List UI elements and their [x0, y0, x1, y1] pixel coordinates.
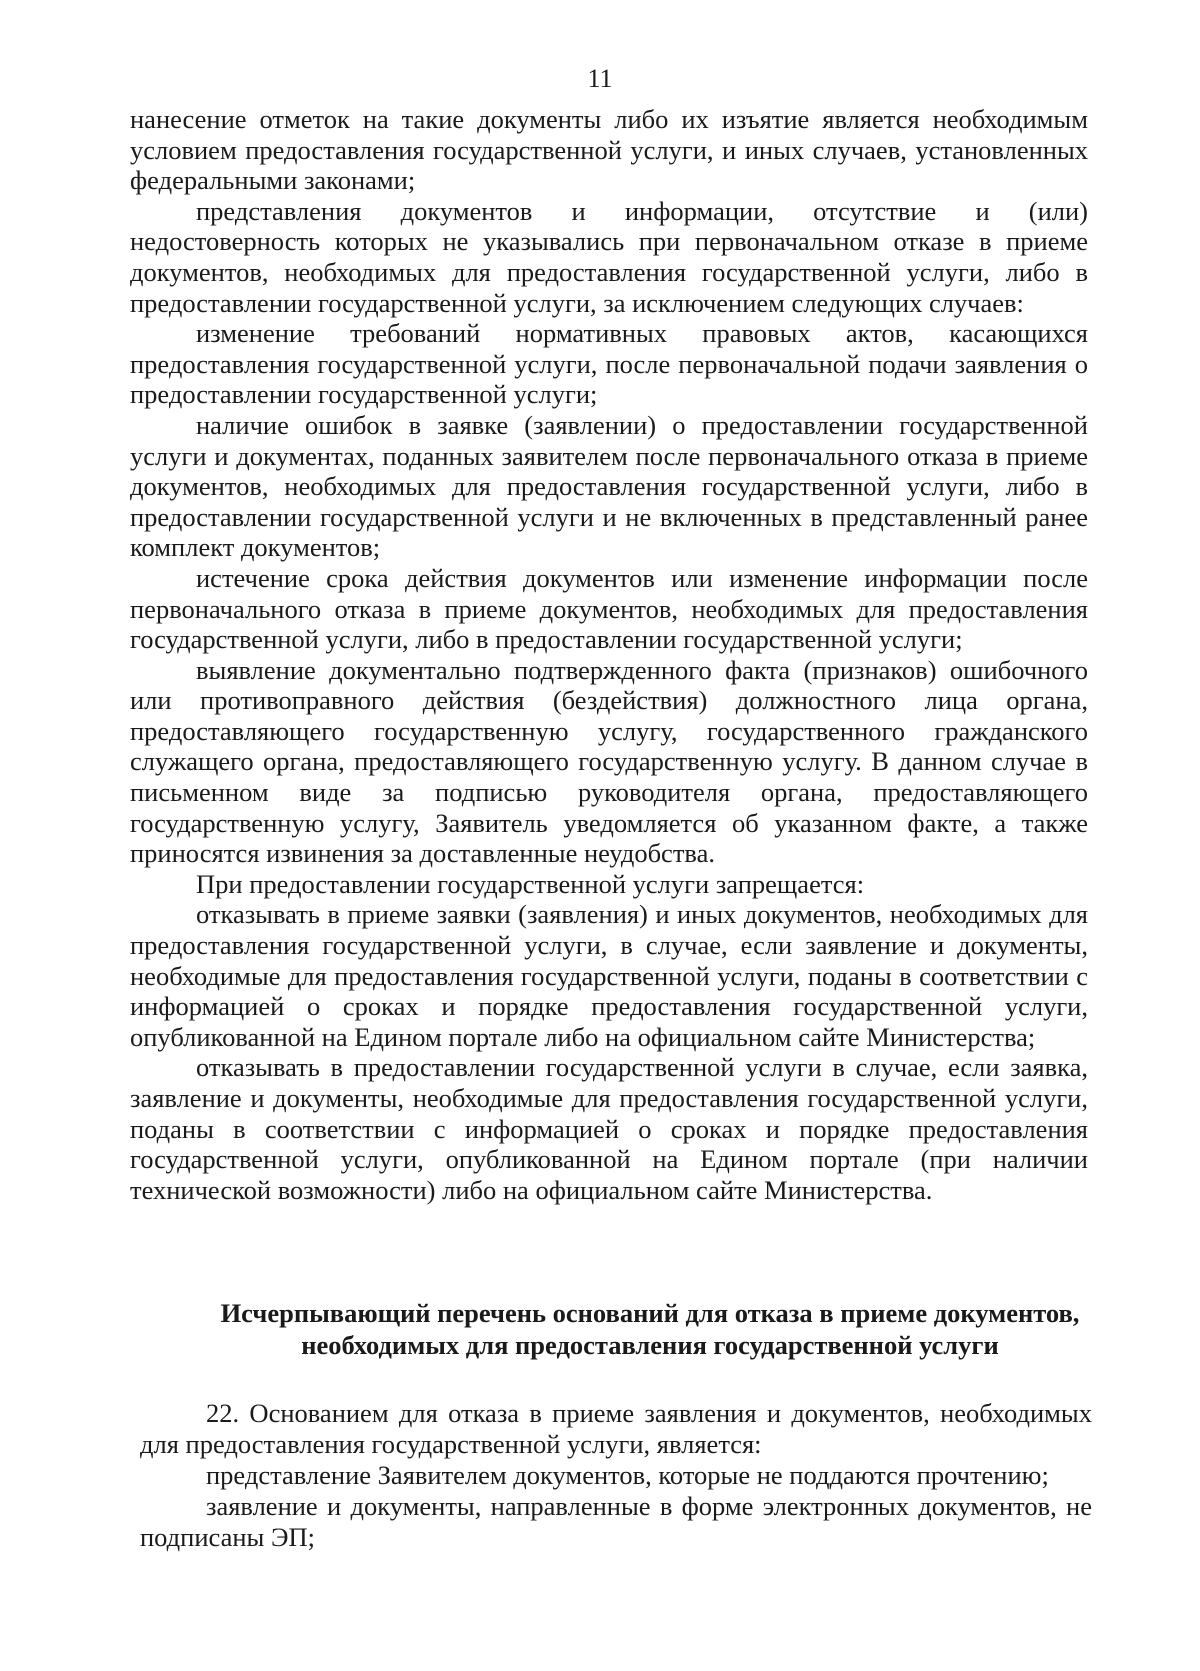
paragraph-continuation: нанесение отметок на такие документы либо их изъятие является необходимым условием предоставления государственной услуги, и иных случаев, установленных федеральными законами; — [130, 104, 1088, 196]
paragraph-refuse-provision: отказывать в предоставлении государственной услуги в случае, если заявка, заявление и документы, необходимые для предоставления государственной услуги, поданы в соответствии с информацией о сроках и порядке предоставления государственной услуги, опубликованной на Едином портале (при наличии технической возможности) либо на официальном сайте Министерства. — [130, 1052, 1088, 1205]
paragraph-22: 22. Основанием для отказа в приеме заявления и документов, необходимых для предоставления государственной услуги, является: — [140, 1398, 1092, 1459]
paragraph-requirements-change: изменение требований нормативных правовых актов, касающихся предоставления государственной услуги, после первоначальной подачи заявления о предоставлении государственной услуги; — [130, 318, 1088, 410]
paragraph-erroneous-action: выявление документально подтвержденного факта (признаков) ошибочного или противоправного действия (бездействия) должностного лица органа, предоставляющего государственную услугу, государственного гражданского служащего органа, предоставляющего государственную услугу. В данном случае в письменном виде за подписью руководителя органа, предоставляющего государственную услугу, Заявитель уведомляется об указанном факте, а также приносятся извинения за доставленные неудобства. — [130, 654, 1088, 869]
body-text — [130, 104, 1088, 1205]
section-heading — [190, 1297, 1110, 1361]
section-text — [140, 1398, 1092, 1553]
paragraph-documents-information: представления документов и информации, отсутствие и (или) недостоверность которых не указывались при первоначальном отказе в приеме документов, необходимых для предоставления государственной услуги, либо в предоставлении государственной услуги, за исключением следующих случаев: — [130, 195, 1088, 318]
paragraph-prohibitions-intro: При предоставлении государственной услуги запрещается: — [196, 868, 865, 899]
paragraph-refuse-acceptance: отказывать в приеме заявки (заявления) и иных документов, необходимых для предоставления государственной услуги, в случае, если заявление и документы, необходимые для предоставления государственной услуги, поданы в соответствии с информацией о сроках и порядке предоставления государственной услуги, опубликованной на Едином портале либо на официальном сайте Министерства; — [130, 899, 1088, 1052]
section-heading-line-2: необходимых для предоставления государственной услуги — [301, 1330, 999, 1360]
paragraph-errors-in-application: наличие ошибок в заявке (заявлении) о предоставлении государственной услуги и документах, поданных заявителем после первоначального отказа в приеме документов, необходимых для предоставления государственной услуги, либо в предоставлении государственной услуги и не включенных в представленный ранее комплект документов; — [130, 409, 1088, 563]
section-heading-line-1: Исчерпывающий перечень оснований для отказа в приеме документов, — [220, 1298, 1080, 1328]
page-number: 11 — [587, 64, 613, 93]
list-item-unsigned-documents: заявление и документы, направленные в форме электронных документов, не подписаны ЭП; — [140, 1491, 1092, 1552]
paragraph-expiration: истечение срока действия документов или изменение информации после первоначального отказа в приеме документов, необходимых для предоставления государственной услуги, либо в предоставлении государственной услуги; — [130, 562, 1088, 655]
list-item-unreadable-documents: представление Заявителем документов, которые не поддаются прочтению; — [206, 1460, 1049, 1490]
